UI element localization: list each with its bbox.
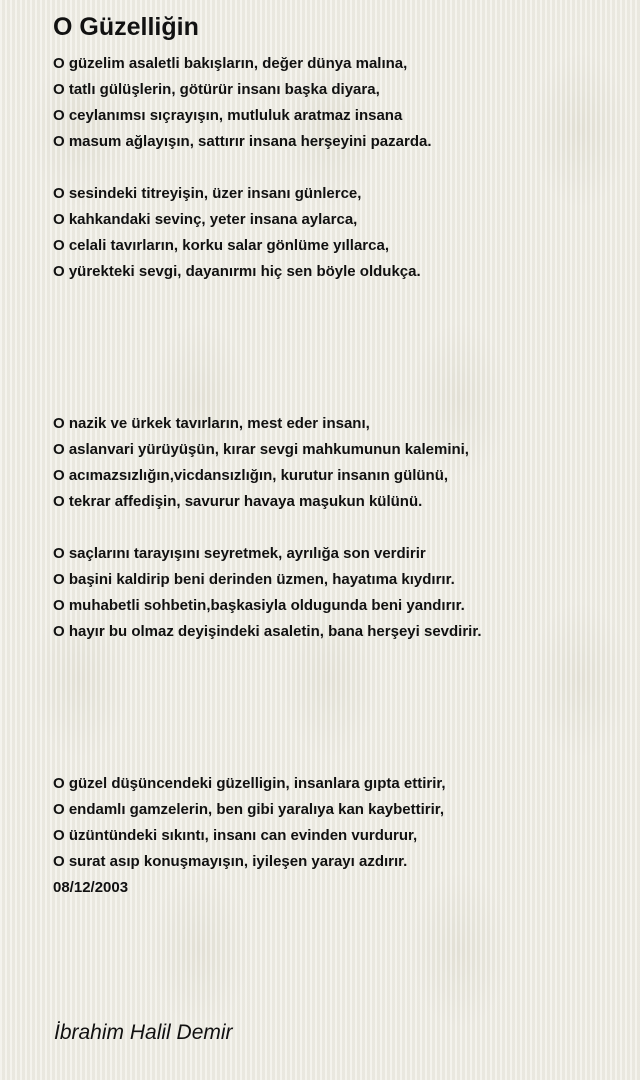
poem-line: O kahkandaki sevinç, yeter insana aylarca, xyxy=(53,211,358,228)
poem-line: O başini kaldirip beni derinden üzmen, hayatıma kıydırır. xyxy=(53,571,455,588)
poem-title: O Güzelliğin xyxy=(53,13,199,41)
poem-line: O nazik ve ürkek tavırların, mest eder insanı, xyxy=(53,415,370,432)
poem-line: O güzel düşüncendeki güzelligin, insanlara gıpta ettirir, xyxy=(53,775,446,792)
stanza-3 xyxy=(53,411,469,515)
poem-line: O muhabetli sohbetin,başkasiyla oldugunda beni yandırır. xyxy=(53,597,465,614)
stanza-5 xyxy=(53,771,446,875)
poem-line: O tatlı gülüşlerin, götürür insanı başka diyara, xyxy=(53,81,380,98)
poem-line: O masum ağlayışın, sattırır insana herşeyini pazarda. xyxy=(53,133,432,150)
poem-line: O surat asıp konuşmayışın, iyileşen yarayı azdırır. xyxy=(53,853,408,870)
poem-line: O hayır bu olmaz deyişindeki asaletin, bana herşeyi sevdirir. xyxy=(53,623,482,640)
poem-line: O celali tavırların, korku salar gönlüme yıllarca, xyxy=(53,237,389,254)
poem-line: O endamlı gamzelerin, ben gibi yaralıya kan kaybettirir, xyxy=(53,801,444,818)
stanza-2 xyxy=(53,181,421,285)
stanza-4 xyxy=(53,541,482,645)
poem-line: O güzelim asaletli bakışların, değer dünya malına, xyxy=(53,55,408,72)
poem-line: O acımazsızlığın,vicdansızlığın, kurutur insanın gülünü, xyxy=(53,467,449,484)
poem-line: O sesindeki titreyişin, üzer insanı günlerce, xyxy=(53,185,362,202)
stanza-1 xyxy=(53,51,432,155)
poem-author: İbrahim Halil Demir xyxy=(54,1021,233,1044)
poem-line: O tekrar affedişin, savurur havaya maşukun külünü. xyxy=(53,493,423,510)
poem-line: O yürekteki sevgi, dayanırmı hiç sen böyle oldukça. xyxy=(53,263,421,280)
poem-line: O saçlarını tarayışını seyretmek, ayrılığa son verdirir xyxy=(53,545,426,562)
poem-date: 08/12/2003 xyxy=(53,879,129,896)
poem-line: O ceylanımsı sıçrayışın, mutluluk aratmaz insana xyxy=(53,107,403,124)
poem-line: O aslanvari yürüyüşün, kırar sevgi mahkumunun kalemini, xyxy=(53,441,469,458)
poem-line: O üzüntündeki sıkıntı, insanı can evinden vurdurur, xyxy=(53,827,418,844)
